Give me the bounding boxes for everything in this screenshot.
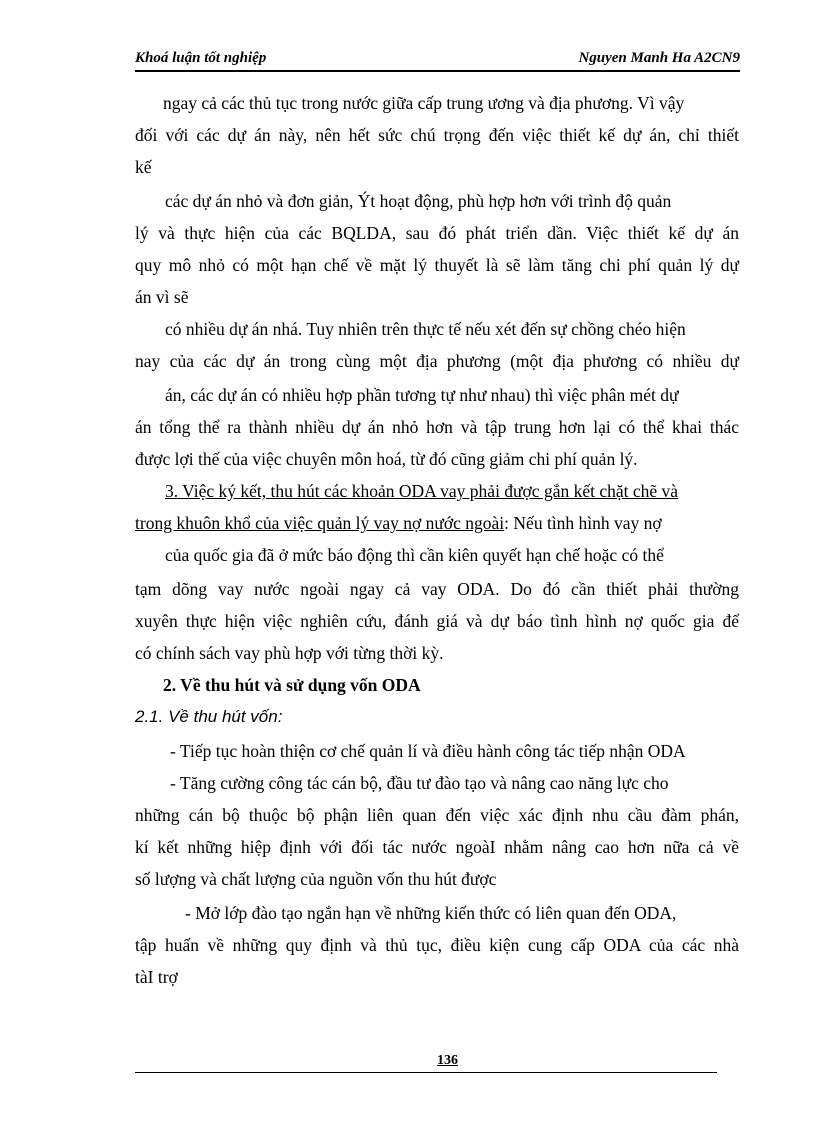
text-line: số lượng và chất lượng của nguồn vốn thu hút được (135, 869, 497, 889)
text-line: án vì sẽ (135, 287, 189, 307)
text-line: kế (135, 157, 152, 177)
header-title-left: Khoá luận tốt nghiệp (135, 50, 267, 66)
footer-rule (135, 1072, 717, 1073)
text-line: tập huấn về những quy định và thủ tục, điều kiện cung cấp ODA của các nhà (135, 935, 739, 955)
section-heading: 2. Về thu hút và sử dụng vốn ODA (163, 675, 421, 695)
text-line: kí kết những hiệp định với đối tác nước ngoàI nhằm nâng cao hơn nữa cả về (135, 837, 739, 857)
text-line: có nhiều dự án nhá. Tuy nhiên trên thực tế nếu xét đến sự chồng chéo hiện (165, 319, 686, 339)
header-author-right: Nguyen Manh Ha A2CN9 (578, 50, 740, 66)
text-run: : Nếu tình hình vay nợ (504, 513, 662, 533)
text-line: quy mô nhỏ có một hạn chế về mặt lý thuyết là sẽ làm tăng chi phí quản lý dự (135, 255, 739, 275)
text-line: các dự án nhỏ và đơn giản, Ýt hoạt động, phù hợp hơn với trình độ quản (165, 191, 672, 211)
bullet-line: - Tiếp tục hoàn thiện cơ chế quản lí và điều hành công tác tiếp nhận ODA (170, 741, 686, 761)
text-line: tàI trợ (135, 967, 178, 987)
section-heading-underlined: 3. Việc ký kết, thu hút các khoản ODA vay phải được gắn kết chặt chẽ và (165, 481, 679, 501)
text-line: án tổng thể ra thành nhiều dự án nhỏ hơn và tập trung hơn lại có thể khai thác (135, 417, 739, 437)
page-number: 136 (437, 1053, 458, 1068)
subsection-heading: 2.1. Về thu hút vốn: (135, 707, 283, 726)
text-line: đối với các dự án này, nên hết sức chú trọng đến việc thiết kế dự án, chỉ thiết (135, 125, 739, 145)
text-line: có chính sách vay phù hợp với từng thời kỳ. (135, 643, 444, 663)
text-line: nay của các dự án trong cùng một địa phương (một địa phương có nhiều dự (135, 351, 739, 371)
text-line: xuyên thực hiện việc nghiên cứu, đánh giá và dự báo tình hình nợ quốc gia để (135, 611, 739, 631)
text-line: được lợi thế của việc chuyên môn hoá, từ đó cũng giảm chi phí quản lý. (135, 449, 638, 469)
text-line: ngay cả các thủ tục trong nước giữa cấp trung ương và địa phương. Vì vậy (163, 93, 685, 113)
underlined-phrase: trong khuôn khổ của việc quản lý vay nợ nước ngoài (135, 513, 505, 533)
text-line: những cán bộ thuộc bộ phận liên quan đến việc xác định nhu cầu đàm phán, (135, 805, 739, 825)
bullet-line: - Tăng cường công tác cán bộ, đầu tư đào tạo và nâng cao năng lực cho (170, 773, 669, 793)
text-line: của quốc gia đã ở mức báo động thì cần kiên quyết hạn chế hoặc có thể (165, 545, 664, 565)
text-line (135, 512, 739, 534)
text-line: tạm dõng vay nước ngoài ngay cả vay ODA. Do đó cần thiết phải thường (135, 579, 739, 599)
text-line: lý và thực hiện của các BQLDA, sau đó phát triển dần. Việc thiết kế dự án (135, 223, 739, 243)
bullet-line: - Mở lớp đào tạo ngắn hạn về những kiến thức có liên quan đến ODA, (185, 903, 677, 923)
page-header (135, 50, 740, 72)
text-line: án, các dự án có nhiều hợp phần tương tự như nhau) thì việc phân mét dự (165, 385, 679, 405)
